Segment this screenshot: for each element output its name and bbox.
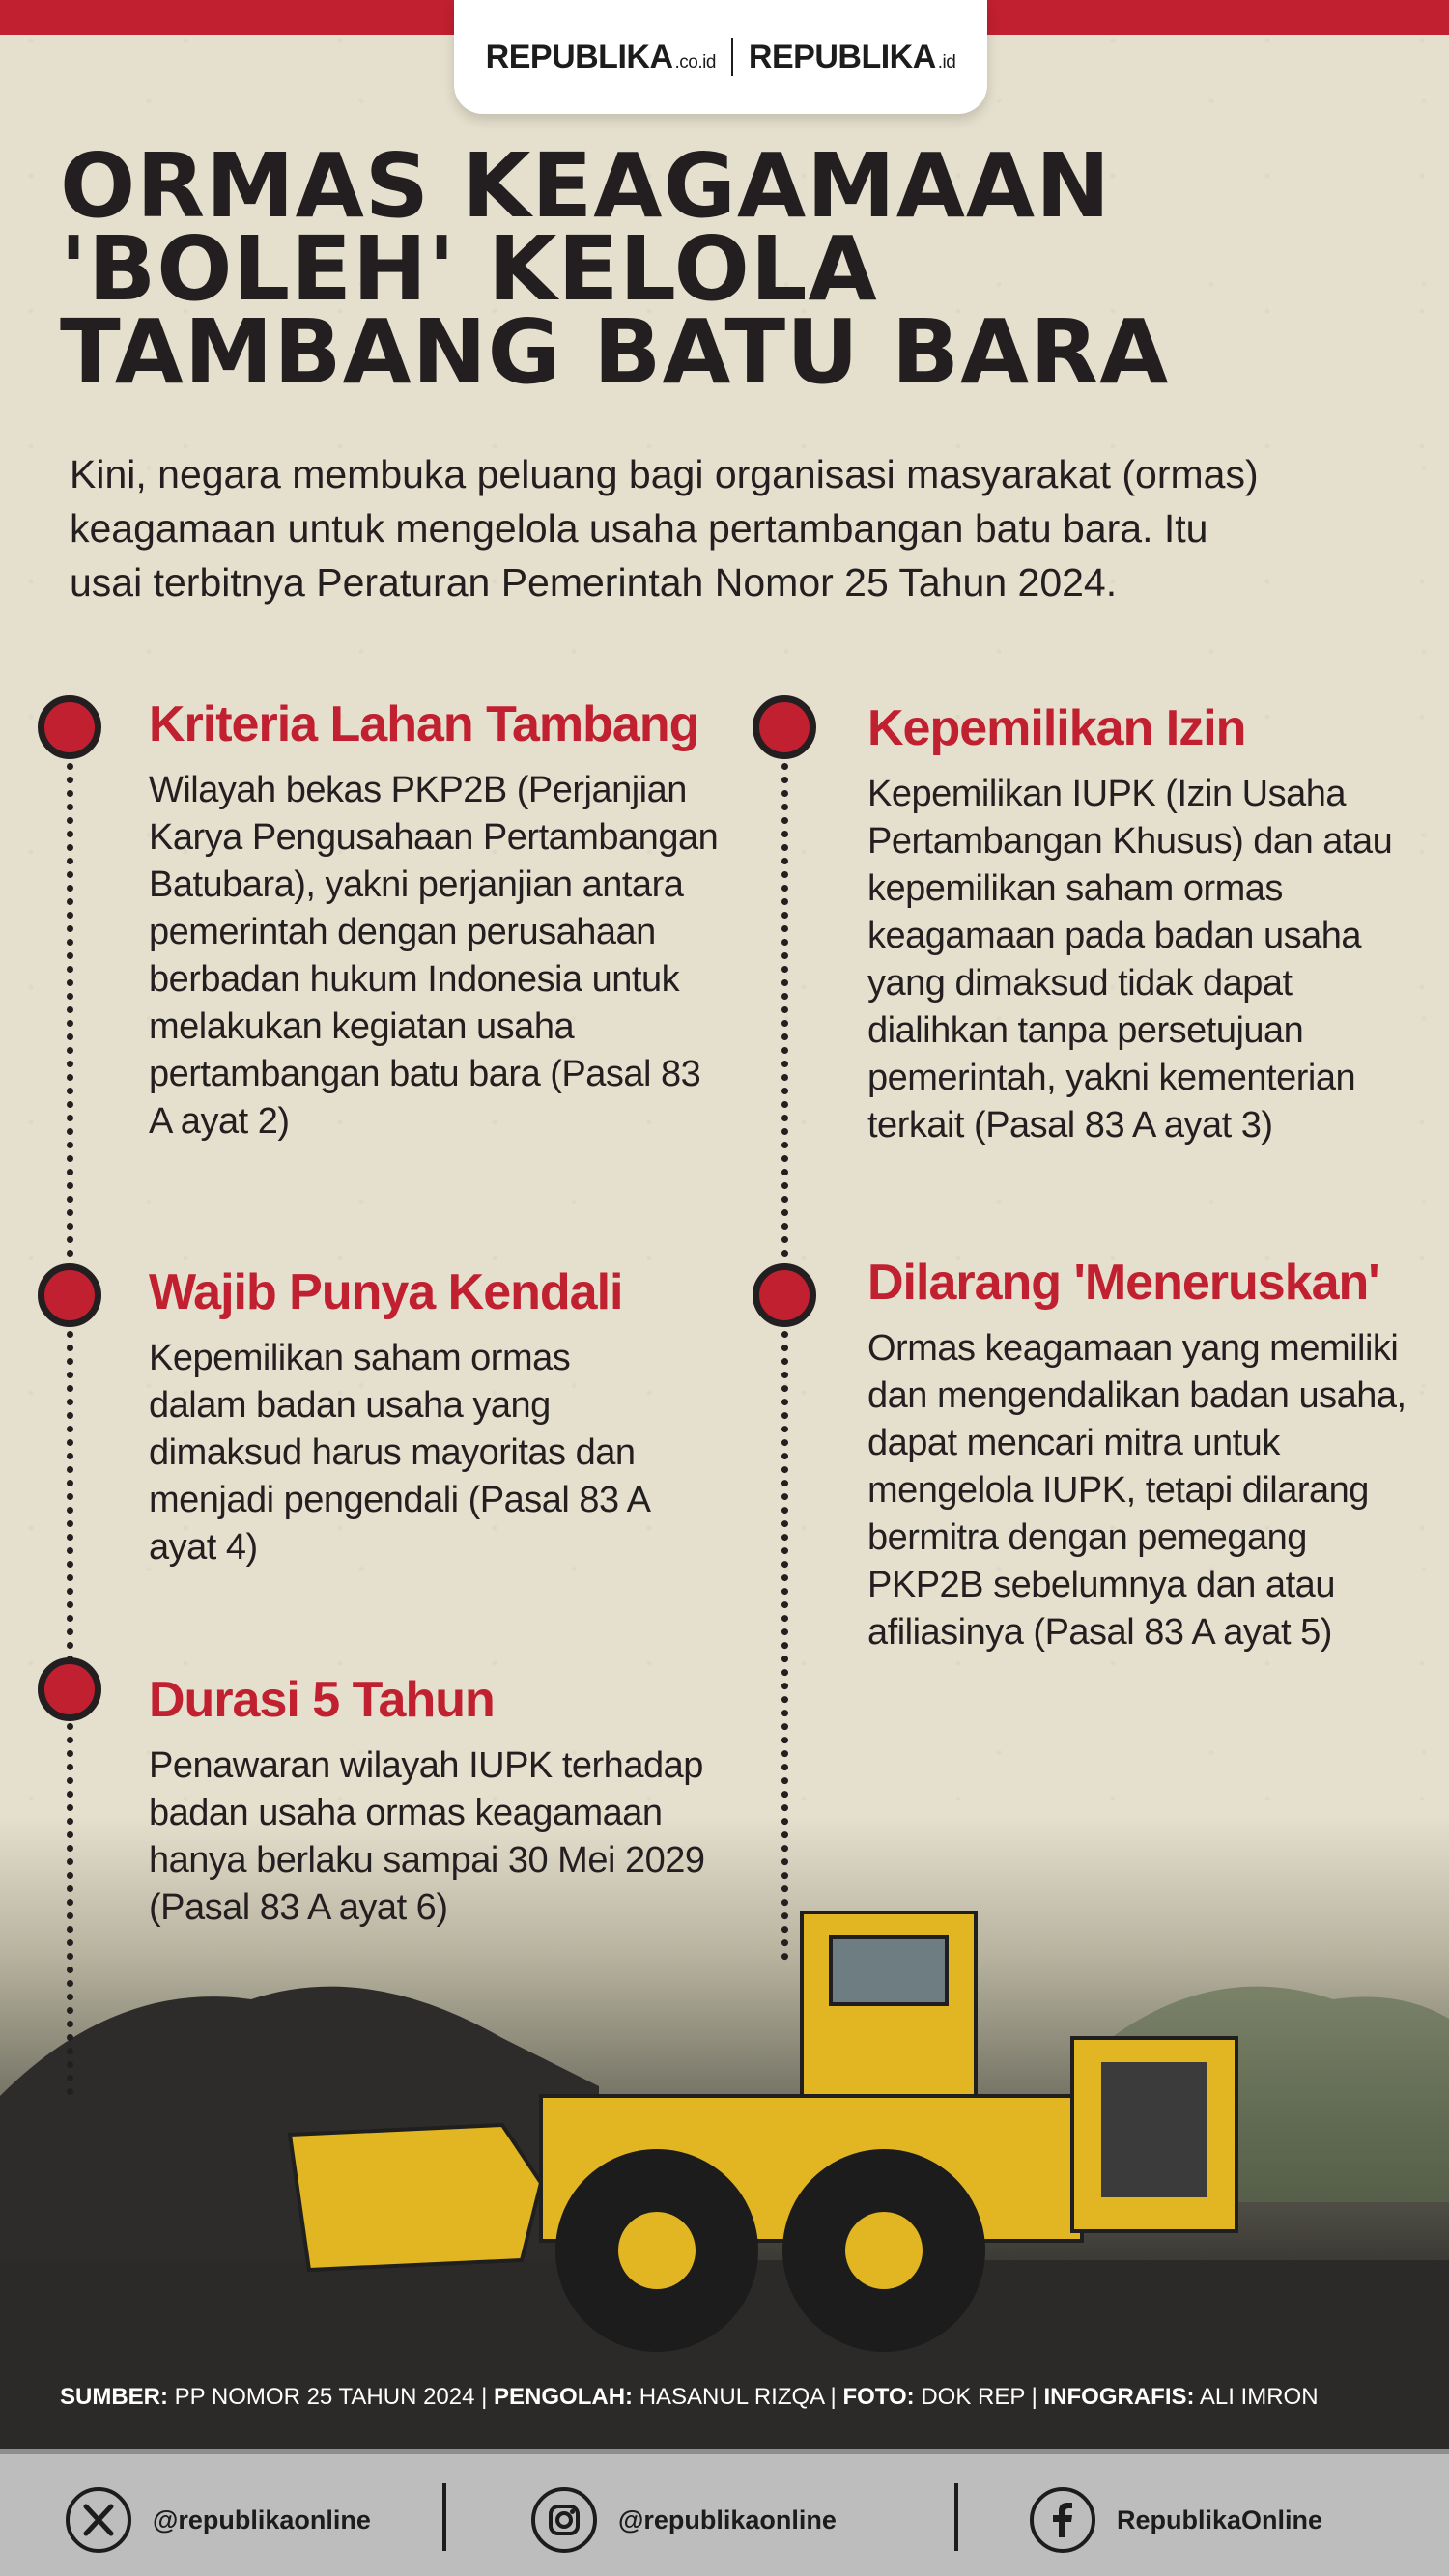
republika-co-id-logo[interactable]: REPUBLIKA .co.id bbox=[485, 38, 716, 75]
left-timeline-line bbox=[67, 763, 73, 2096]
header-logos bbox=[454, 0, 987, 114]
footer-divider-2 bbox=[954, 2483, 958, 2551]
item-body: Kepemilikan saham ormas dalam badan usaha yang dimaksud harus mayoritas dan menjadi pengendali (Pasal 83 A ayat 4) bbox=[149, 1338, 649, 1568]
item-body: Kepemilikan IUPK (Izin Usaha Pertambangan Khusus) dan atau kepemilikan saham ormas keagamaan pada badan usaha yang dimaksud tidak dapat dialihkan tanpa persetujuan pemerintah, yakni kementerian terkait (Pasal 83 A ayat 3) bbox=[867, 774, 1393, 1146]
social-facebook[interactable] bbox=[1030, 2487, 1322, 2553]
item-heading: Dilarang 'Meneruskan' bbox=[867, 1255, 1379, 1311]
left-timeline-dot-1 bbox=[38, 695, 101, 759]
social-x[interactable] bbox=[66, 2487, 371, 2553]
right-timeline-dot-1 bbox=[753, 695, 816, 759]
item-body: Wilayah bekas PKP2B (Perjanjian Karya Pengusahaan Pertambangan Batubara), yakni perjanjian antara pemerintah dengan perusahaan berbadan hukum Indonesia untuk melakukan kegiatan usaha pertambangan batu bara (Pasal 83 A ayat 2) bbox=[149, 770, 719, 1142]
item-body: Penawaran wilayah IUPK terhadap badan usaha ormas keagamaan hanya berlaku sampai 30 Mei 2029 (Pasal 83 A ayat 6) bbox=[149, 1745, 705, 1928]
item-wajib-kendali bbox=[149, 1263, 670, 1571]
item-dilarang-meneruskan bbox=[867, 1254, 1428, 1656]
item-kriteria-lahan bbox=[149, 695, 719, 1146]
left-timeline-dot-2 bbox=[38, 1263, 101, 1327]
social-instagram[interactable] bbox=[531, 2487, 837, 2553]
facebook-handle: RepublikaOnline bbox=[1117, 2505, 1323, 2534]
page-title bbox=[60, 134, 1393, 404]
title-line-3: TAMBANG BATU BARA bbox=[60, 300, 1170, 404]
credits-line: SUMBER: PP NOMOR 25 TAHUN 2024 | PENGOLAH: HASANUL RIZQA | FOTO: DOK REP | INFOGRAFIS: ALI IMRON bbox=[60, 2384, 1319, 2410]
logo-divider bbox=[731, 38, 733, 76]
instagram-icon bbox=[531, 2487, 597, 2553]
item-heading: Durasi 5 Tahun bbox=[149, 1672, 495, 1728]
social-footer bbox=[0, 2449, 1449, 2576]
x-handle: @republikaonline bbox=[153, 2505, 371, 2534]
item-durasi bbox=[149, 1671, 719, 1932]
x-icon bbox=[66, 2487, 131, 2553]
item-heading: Wajib Punya Kendali bbox=[149, 1264, 623, 1320]
facebook-icon bbox=[1030, 2487, 1095, 2553]
right-timeline-line bbox=[781, 763, 788, 1961]
item-heading: Kriteria Lahan Tambang bbox=[149, 696, 699, 752]
title-line-2: 'BOLEH' KELOLA bbox=[60, 217, 878, 321]
left-timeline-dot-3 bbox=[38, 1657, 101, 1721]
title-line-1: ORMAS KEAGAMAAN bbox=[60, 134, 1112, 238]
intro-paragraph: Kini, negara membuka peluang bagi organisasi masyarakat (ormas) keagamaan untuk mengelola usaha pertambangan batu bara. Itu usai terbitnya Peraturan Pemerintah Nomor 25 Tahun 2024. bbox=[70, 452, 1259, 605]
footer-divider-1 bbox=[442, 2483, 446, 2551]
right-timeline-dot-2 bbox=[753, 1263, 816, 1327]
item-body: Ormas keagamaan yang memiliki dan mengendalikan badan usaha, dapat mencari mitra untuk mengelola IUPK, tetapi dilarang bermitra dengan pemegang PKP2B sebelumnya dan atau afiliasinya (Pasal 83 A ayat 5) bbox=[867, 1328, 1406, 1653]
item-heading: Kepemilikan Izin bbox=[867, 700, 1246, 756]
item-kepemilikan-izin bbox=[867, 699, 1418, 1149]
instagram-handle: @republikaonline bbox=[618, 2505, 837, 2534]
republika-id-logo[interactable]: REPUBLIKA .id bbox=[748, 38, 956, 75]
